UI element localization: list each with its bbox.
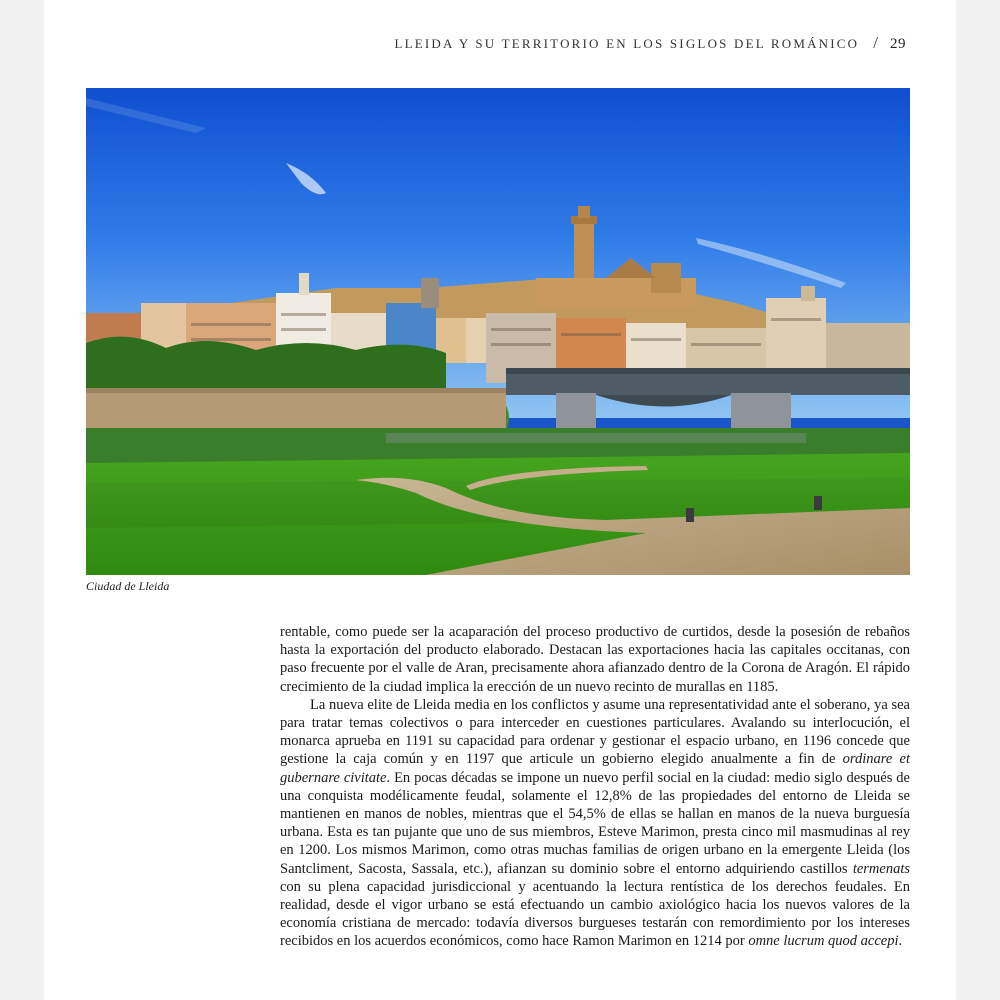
running-title: LLEIDA Y SU TERRITORIO EN LOS SIGLOS DEL ROMÁNICO (394, 36, 860, 51)
text-segment: con su plena capacidad jurisdiccional y acentuando la lectura rentística de los derechos feudales. En realidad, desde el vigor urbano se está efectuando un cambio axiológico hacia los nuevos valores de la economía cristiana de mercado: todavía diversos burgueses testarán con remordimiento por los intereses recibidos en los acuerdos económicos, como hace Ramon Marimon en 1214 por (280, 878, 910, 950)
text-segment: . (898, 933, 903, 950)
running-header (394, 33, 906, 53)
text-segment: La nueva elite de Lleida media en los conflictos y asume una representatividad ante el soberano, ya sea para tratar temas colectivos o para interceder en cuestiones particulares. Avalando su interlocución, el monarca aprueba en 1191 su capacidad para ordenar y gestionar el espacio urbano, en 1196 concede que gestione la caja común y en 1197 que articule un gobierno elegido anualmente a fin de (280, 696, 910, 768)
text-segment: rentable, como puede ser la acaparación del proceso productivo de curtidos, desde la posesión de rebaños hasta la exportación del producto elaborado. Destacan las exportaciones hacia las capitales occitanas, con paso frecuente por el valle de Aran, precisamente ahora afianzado dentro de la Corona de Aragón. El rápido crecimiento de la ciudad implica la erección de un nuevo recinto de murallas en 1185. (280, 624, 910, 695)
latin-phrase: omne lucrum quod accepi (748, 933, 899, 950)
book-page (44, 0, 956, 1000)
figure-caption: Ciudad de Lleida (86, 579, 170, 593)
text-segment: . En pocas décadas se impone un nuevo perfil social en la ciudad: medio siglo después de una conquista modélicamente feudal, solamente el 12,8% de las propiedades del entorno de Lleida se mantienen en manos de nobles, mientras que el 54,5% de ellas se hallan en manos de la nueva burguesía urbana. Esta es tan pujante que uno de sus miembros, Esteve Marimon, presta cinco mil masmudinas al rey en 1200. Los mismos Marimon, como otras muchas familias de origen urbano en la emergente Lleida (los Santcliment, Sacosta, Sassala, etc.), afianzan su dominio sobre el entorno adquiriendo castillos (280, 769, 910, 877)
city-photo (86, 88, 910, 575)
latin-term: termenats (852, 860, 910, 877)
body-text (280, 623, 910, 951)
header-separator: / (873, 33, 878, 52)
paragraph-1 (280, 623, 910, 696)
page-number: 29 (890, 36, 906, 52)
latin-phrase: ordinare et gubernare civitate (280, 751, 911, 786)
paragraph-2 (280, 696, 910, 951)
